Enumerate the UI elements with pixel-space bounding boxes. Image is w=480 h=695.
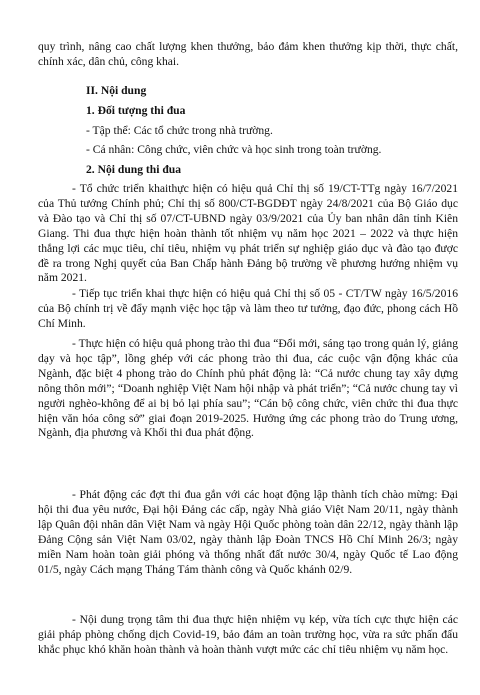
list-item-individual: - Cá nhân: Công chức, viên chức và học sinh trong toàn trường. — [86, 143, 382, 156]
section-heading: II. Nội dung — [86, 84, 147, 97]
list-item-collective: - Tập thể: Các tổ chức trong nhà trường. — [86, 124, 273, 137]
intro-paragraph: quy trình, nâng cao chất lượng khen thưởng, bảo đảm khen thưởng kịp thời, thực chất, chính xác, dân chủ, công khai. — [38, 40, 458, 68]
paragraph-dual-tasks: - Nội dung trọng tâm thi đua thực hiện nhiệm vụ kép, vừa tích cực thực hiện các giải pháp phòng chống dịch Covid-19, bảo đảm an toàn trường học, vừa ra sức phấn đấu khắc phục khó khăn hoàn thành và hoàn thành vượt mức các chỉ tiêu nhiệm vụ năm học. — [38, 613, 458, 656]
subsection-2-heading: 2. Nội dung thi đua — [86, 163, 182, 176]
paragraph-directive-05: - Tiếp tục triển khai thực hiện có hiệu quả Chỉ thị số 05 - CT/TW ngày 16/5/2016 của Bộ chính trị về đẩy mạnh việc học tập và làm theo tư tưởng, đạo đức, phong cách Hồ Chí Minh. — [38, 287, 458, 330]
paragraph-directive-19: - Tổ chức triển khaithực hiện có hiệu quả Chỉ thị số 19/CT-TTg ngày 16/7/2021 của Thủ tướng Chính phủ; Chỉ thị số 800/CT-BGDĐT ngày 24/8/2021 của Bộ Giáo dục và Đào tạo và Chỉ thị số 07/CT-UBND ngày 03/9/2021 của Ủy ban nhân dân tỉnh Kiên Giang. Thi đua thực hiện hoàn thành tốt nhiệm vụ năm học 2021 – 2022 và thực hiện thắng lợi các mục tiêu, chỉ tiêu, nhiệm vụ phát triển sự nghiệp giáo dục và đào tạo được đề ra trong Nghị quyết của Ban Chấp hành Đảng bộ trường về phương hướng nhiệm vụ năm 2021. — [38, 182, 458, 285]
subsection-1-heading: 1. Đối tượng thi đua — [86, 104, 186, 117]
paragraph-emulation-campaigns: - Phát động các đợt thi đua gắn với các hoạt động lập thành tích chào mừng: Đại hội thi đua yêu nước, Đại hội Đảng các cấp, ngày Nhà giáo Việt Nam 20/11, ngày thành lập Quân đội nhân dân Việt Nam và ngày Hội Quốc phòng toàn dân 22/12, ngày thành lập Đảng Cộng sản Việt Nam 03/02, ngày thành lập Đoàn TNCS Hồ Chí Minh 26/3; ngày miền Nam hoàn toàn giải phóng và thống nhất đất nước 30/4, ngày Quốc tế Lao động 01/5, ngày Cách mạng Tháng Tám thành công và Quốc khánh 02/9. — [38, 488, 458, 576]
paragraph-emulation-movement: - Thực hiện có hiệu quả phong trào thi đua “Đổi mới, sáng tạo trong quản lý, giảng dạy và học tập”, lồng ghép với các phong trào thi đua, các cuộc vận động khác của Ngành, đặc biệt 4 phong trào do Chính phủ phát động là: “Cả nước chung tay xây dựng nông thôn mới”; “Doanh nghiệp Việt Nam hội nhập và phát triển”; “Cả nước chung tay vì người nghèo-không để ai bị bỏ lại phía sau”; “Cán bộ công chức, viên chức thi đua thực hiện văn hóa công sở” giai đoạn 2019-2025. Hưởng ứng các phong trào do Trung ương, Ngành, địa phương và Khối thi đua phát động. — [38, 337, 458, 440]
